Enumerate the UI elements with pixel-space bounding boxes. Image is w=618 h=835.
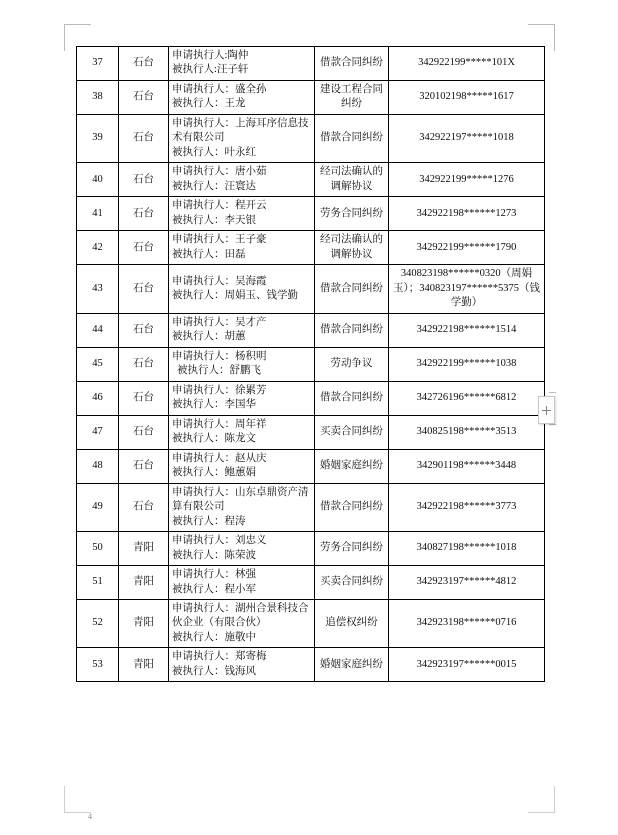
respondent-line: 被执行人：施敬中 — [172, 631, 256, 643]
applicant-line: 申请执行人：唐小茹 — [172, 166, 267, 178]
cell-index: 46 — [77, 381, 119, 415]
cell-parties — [169, 532, 315, 566]
table-row — [77, 265, 545, 313]
cell-id-number: 342922199******1038 — [389, 347, 545, 381]
cell-court: 石台 — [119, 231, 169, 265]
page-edge-tick — [549, 424, 556, 425]
cell-case-type: 建设工程合同纠纷 — [315, 80, 389, 114]
applicant-line: 申请执行人：山东卓鼎资产清算有限公司 — [172, 486, 309, 513]
cell-id-number: 340827198******1018 — [389, 532, 545, 566]
cell-parties — [169, 80, 315, 114]
applicant-line: 申请执行人：赵从庆 — [172, 452, 267, 464]
table-row — [77, 381, 545, 415]
cell-case-type: 借款合同纠纷 — [315, 313, 389, 347]
page-margin-mark-bottom-left — [64, 786, 91, 813]
respondent-line: 被执行人：钱海风 — [172, 665, 256, 677]
cell-index: 48 — [77, 449, 119, 483]
cell-parties — [169, 483, 315, 531]
cell-index: 47 — [77, 415, 119, 449]
cell-id-number: 320102198*****1617 — [389, 80, 545, 114]
cell-court: 石台 — [119, 381, 169, 415]
cell-id-number: 342726196******6812 — [389, 381, 545, 415]
cell-parties — [169, 163, 315, 197]
cell-parties — [169, 265, 315, 313]
applicant-line: 申请执行人：郑寄梅 — [172, 651, 267, 663]
cell-parties — [169, 449, 315, 483]
table-row — [77, 114, 545, 162]
cell-court: 石台 — [119, 449, 169, 483]
table-row — [77, 347, 545, 381]
table-row — [77, 483, 545, 531]
cell-index: 45 — [77, 347, 119, 381]
cell-court: 石台 — [119, 47, 169, 81]
applicant-line: 申请执行人：王子豪 — [172, 234, 267, 246]
cell-id-number: 342922199******1790 — [389, 231, 545, 265]
cell-case-type: 借款合同纠纷 — [315, 265, 389, 313]
applicant-line: 申请执行人:陶仲 — [172, 50, 249, 61]
cell-index: 53 — [77, 648, 119, 682]
cell-parties — [169, 566, 315, 600]
cell-id-number: 340823198******0320（周娟玉）；340823197******5375（钱学勤） — [389, 265, 545, 313]
cell-index: 39 — [77, 114, 119, 162]
cell-index: 40 — [77, 163, 119, 197]
cell-id-number: 342923197******4812 — [389, 566, 545, 600]
cell-parties — [169, 47, 315, 81]
cell-case-type: 借款合同纠纷 — [315, 381, 389, 415]
respondent-line: 被执行人：周娟玉、钱学勤 — [172, 290, 298, 302]
cell-parties — [169, 599, 315, 647]
cell-case-type: 经司法确认的调解协议 — [315, 163, 389, 197]
table-row — [77, 449, 545, 483]
plus-icon — [541, 405, 552, 416]
table-row — [77, 599, 545, 647]
cell-court: 石台 — [119, 114, 169, 162]
respondent-line: 被执行人：陈荣波 — [172, 549, 256, 561]
respondent-line: 被执行人：鲍蕙娟 — [172, 467, 256, 479]
cell-id-number: 340825198******3513 — [389, 415, 545, 449]
table-row — [77, 231, 545, 265]
page-edge-tick — [549, 392, 556, 393]
table-row — [77, 80, 545, 114]
respondent-line: 被执行人:汪子轩 — [172, 64, 249, 76]
table-body — [77, 47, 545, 682]
table-row — [77, 566, 545, 600]
table-row — [77, 648, 545, 682]
applicant-line: 申请执行人：程开云 — [172, 200, 267, 212]
cell-parties — [169, 114, 315, 162]
cell-id-number: 342922199*****101X — [389, 47, 545, 81]
applicant-line: 申请执行人：湖州合景科技合伙企业（有限合伙） — [172, 602, 309, 629]
applicant-line: 申请执行人：刘忠义 — [172, 535, 267, 547]
table-row — [77, 415, 545, 449]
cell-index: 52 — [77, 599, 119, 647]
cell-case-type: 买卖合同纠纷 — [315, 566, 389, 600]
table-row — [77, 313, 545, 347]
respondent-line: 被执行人：程小军 — [172, 583, 256, 595]
respondent-line: 被执行人：王龙 — [172, 98, 246, 110]
cell-parties — [169, 648, 315, 682]
cell-case-type: 经司法确认的调解协议 — [315, 231, 389, 265]
cell-case-type: 借款合同纠纷 — [315, 47, 389, 81]
cell-court: 青阳 — [119, 648, 169, 682]
table-row — [77, 532, 545, 566]
cell-id-number: 342922198******1514 — [389, 313, 545, 347]
cell-case-type: 追偿权纠纷 — [315, 599, 389, 647]
cell-index: 44 — [77, 313, 119, 347]
cell-court: 石台 — [119, 163, 169, 197]
cell-parties — [169, 415, 315, 449]
cell-case-type: 婚姻家庭纠纷 — [315, 449, 389, 483]
applicant-line: 申请执行人：盛全孙 — [172, 83, 267, 95]
cell-index: 49 — [77, 483, 119, 531]
page-number: 4 — [88, 812, 92, 821]
cell-case-type: 劳动争议 — [315, 347, 389, 381]
cell-case-type: 借款合同纠纷 — [315, 483, 389, 531]
cell-index: 38 — [77, 80, 119, 114]
cell-index: 41 — [77, 197, 119, 231]
respondent-line: 被执行人：陈龙文 — [172, 433, 256, 445]
cell-court: 青阳 — [119, 532, 169, 566]
table-row — [77, 47, 545, 81]
cell-case-type: 婚姻家庭纠纷 — [315, 648, 389, 682]
cell-parties — [169, 231, 315, 265]
cell-parties — [169, 381, 315, 415]
cell-court: 石台 — [119, 483, 169, 531]
respondent-line: 被执行人：李国华 — [172, 399, 256, 411]
cell-id-number: 342923197******0015 — [389, 648, 545, 682]
respondent-line: 被执行人：李天银 — [172, 214, 256, 226]
page-margin-mark-bottom-right — [528, 786, 555, 813]
cell-index: 50 — [77, 532, 119, 566]
respondent-line: 被执行人：程涛 — [172, 515, 246, 527]
table-row — [77, 163, 545, 197]
respondent-line: 被执行人：叶永红 — [172, 146, 256, 158]
applicant-line: 申请执行人：杨积明 — [172, 350, 267, 362]
cell-court: 石台 — [119, 347, 169, 381]
cell-parties — [169, 313, 315, 347]
cell-index: 42 — [77, 231, 119, 265]
cell-court: 青阳 — [119, 599, 169, 647]
cell-id-number: 342922198******1273 — [389, 197, 545, 231]
cell-case-type: 劳务合同纠纷 — [315, 532, 389, 566]
applicant-line: 申请执行人：吴才产 — [172, 316, 267, 328]
cell-court: 石台 — [119, 313, 169, 347]
insert-row-button[interactable] — [538, 396, 555, 424]
cell-court: 青阳 — [119, 566, 169, 600]
applicant-line: 申请执行人：林强 — [172, 569, 256, 581]
cell-court: 石台 — [119, 80, 169, 114]
cell-case-type: 买卖合同纠纷 — [315, 415, 389, 449]
respondent-line: 被执行人：田磊 — [172, 248, 246, 260]
table-row — [77, 197, 545, 231]
applicant-line: 申请执行人：上海耳序信息技术有限公司 — [172, 117, 309, 144]
respondent-line: 被执行人：胡蕙 — [172, 331, 246, 343]
cell-id-number: 342922197*****1018 — [389, 114, 545, 162]
applicant-line: 申请执行人：周年祥 — [172, 418, 267, 430]
cell-index: 51 — [77, 566, 119, 600]
cell-court: 石台 — [119, 265, 169, 313]
respondent-line: 被执行人：舒鹏飞 — [177, 365, 261, 377]
cell-parties — [169, 347, 315, 381]
applicant-line: 申请执行人：吴海霞 — [172, 275, 267, 287]
respondent-line: 被执行人：汪寰达 — [172, 180, 256, 192]
cell-index: 37 — [77, 47, 119, 81]
cell-court: 石台 — [119, 197, 169, 231]
cell-parties — [169, 197, 315, 231]
cell-case-type: 借款合同纠纷 — [315, 114, 389, 162]
cell-case-type: 劳务合同纠纷 — [315, 197, 389, 231]
cell-id-number: 342923198******0716 — [389, 599, 545, 647]
cell-index: 43 — [77, 265, 119, 313]
cell-id-number: 342922198******3773 — [389, 483, 545, 531]
cell-court: 石台 — [119, 415, 169, 449]
applicant-line: 申请执行人：徐累芳 — [172, 384, 267, 396]
cell-id-number: 342922199*****1276 — [389, 163, 545, 197]
cell-id-number: 342901198******3448 — [389, 449, 545, 483]
execution-case-table — [76, 46, 545, 682]
